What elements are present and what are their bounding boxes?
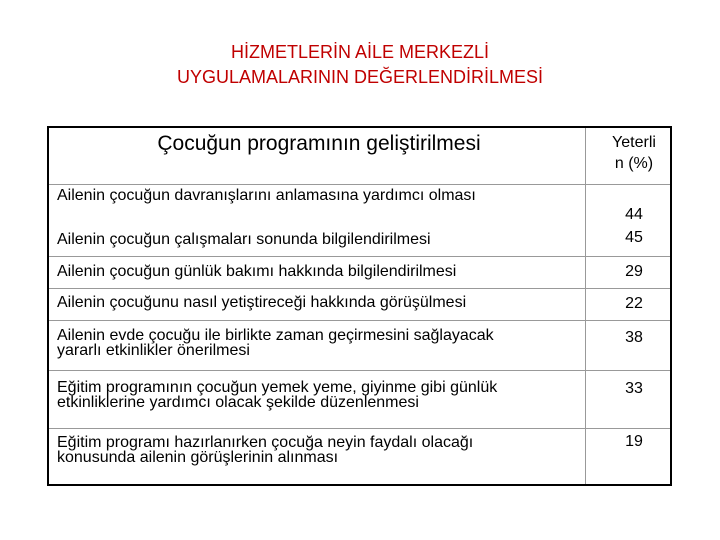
row-text: Ailenin çocuğun çalışmaları sonunda bilgilendirilmesi [57,231,431,248]
table-row [49,288,670,320]
row-text: Ailenin çocuğun günlük bakımı hakkında bilgilendirilmesi [57,263,457,280]
evaluation-table [47,126,672,486]
row-text-line-2: konusunda ailenin görüşlerinin alınması [57,449,339,466]
row-text-line-1: Ailenin evde çocuğu ile birlikte zaman geçirmesini sağlayacak [57,327,494,344]
header-sufficient-unit: n (%) [614,155,654,172]
row-text-line-1: Eğitim programının çocuğun yemek yeme, giyinme gibi günlük [57,379,498,396]
header-program-development: Çocuğun programının geliştirilmesi [157,132,481,155]
row-value: 33 [625,380,643,397]
slide-title [0,40,720,90]
table-row [49,184,670,256]
row-text-line-1: Eğitim programı hazırlanırken çocuğa neyin faydalı olacağı [57,434,474,451]
row-value: 44 [625,206,643,223]
table-row [49,370,670,428]
table-row [49,428,670,484]
row-value: 19 [625,433,643,450]
row-value: 38 [625,329,643,346]
row-text-line-2: yararlı etkinlikler önerilmesi [57,342,250,359]
row-text: Ailenin çocuğunu nasıl yetiştireceği hakkında görüşülmesi [57,294,467,311]
row-text: Ailenin çocuğun davranışlarını anlamasına yardımcı olması [57,187,476,204]
row-value: 45 [625,229,643,246]
row-text [57,328,577,358]
row-text [57,380,577,410]
header-sufficient-label: Yeterli [612,134,656,151]
row-text [57,435,577,465]
title-line-1: HİZMETLERİN AİLE MERKEZLİ [230,42,490,62]
row-value: 29 [625,263,643,280]
table-row [49,256,670,288]
row-value: 22 [625,295,643,312]
header-sufficient [594,132,674,174]
table-header-row [49,128,670,184]
row-text-line-2: etkinliklerine yardımcı olacak şekilde düzenlenmesi [57,394,419,411]
title-line-2: UYGULAMALARININ DEĞERLENDİRİLMESİ [176,67,544,87]
table-row [49,320,670,370]
